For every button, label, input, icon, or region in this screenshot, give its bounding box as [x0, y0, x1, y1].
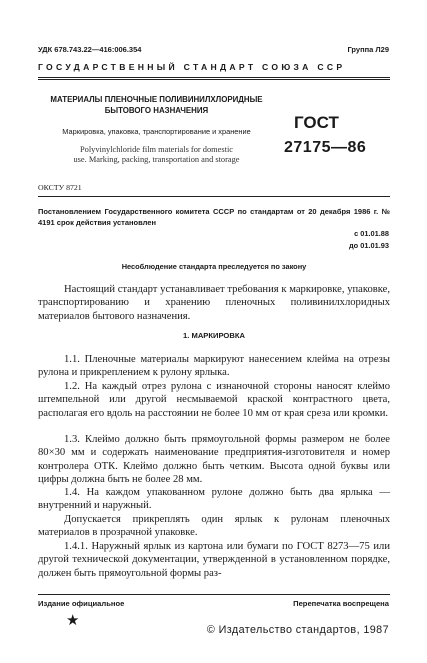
document-title — [38, 94, 275, 116]
copyright: © Издательство стандартов, 1987 — [206, 624, 389, 636]
paragraph-1-3: 1.3. Клеймо должно быть прямоугольной формы размером не более 80×30 мм и содержать наименование предприятия-изготовителя и номер контролера ОТК. Клеймо должно быть четким. Высота одной буквы или цифры должна быть не более 28 мм. — [38, 434, 390, 485]
english-title-line-2: use. Marking, packing, transportation and storage — [73, 155, 240, 164]
official-edition: Издание официальное — [38, 599, 125, 608]
paragraph-1-4-1: 1.4.1. Наружный ярлык из картона или бумаги по ГОСТ 8273—75 или другой технической документации, утвержденной в установленном порядке, должен быть прямоугольной формы раз- — [38, 541, 390, 579]
udk-code: УДК 678.743.22—416:006.354 — [38, 45, 142, 54]
paragraph-1-2: 1.2. На каждый отрез рулона с изнаночной стороны наносят клеймо штемпельной или другой несмываемой краской контрастного цвета, располагая его вдоль на расстоянии не более 10 мм от края среза или кромки. — [38, 381, 390, 419]
paragraph-1-1: 1.1. Пленочные материалы маркируют нанесением клейма на отрезы рулона и прикреплением к рулону ярлыка. — [38, 354, 390, 379]
valid-to: до 01.01.93 — [348, 241, 389, 250]
gost-number: 27175—86 — [284, 139, 367, 156]
footer-rule — [38, 594, 390, 595]
intro-paragraph: Настоящий стандарт устанавливает требования к маркировке, упаковке, транспортированию и хранению пленочных поливинилхлоридных материалов бытового назначения. — [38, 284, 390, 322]
gost-label: ГОСТ — [294, 113, 339, 132]
english-title — [38, 145, 275, 165]
section-1-heading: 1. МАРКИРОВКА — [183, 331, 245, 340]
document-subtitle: Маркировка, упаковка, транспортирование и хранение — [62, 127, 251, 136]
title-line-1: МАТЕРИАЛЫ ПЛЕНОЧНЫЕ ПОЛИВИНИЛХЛОРИДНЫЕ — [50, 95, 263, 104]
star-icon: ★ — [66, 613, 80, 629]
group-code: Группа Л29 — [347, 45, 389, 54]
header-rule — [38, 77, 390, 78]
paragraph-1-4-note: Допускается прикреплять один ярлык к рулонам пленочных материалов в прозрачной упаковке. — [38, 514, 390, 539]
reprint-notice: Перепечатка воспрещена — [293, 599, 389, 608]
standard-heading: ГОСУДАРСТВЕННЫЙ СТАНДАРТ СОЮЗА ССР — [38, 62, 346, 72]
english-title-line-1: Polyvinylchloride film materials for domestic — [79, 145, 234, 154]
okstu-rule — [38, 196, 390, 197]
okstu-code: ОКСТУ 8721 — [38, 183, 82, 192]
valid-from: с 01.01.88 — [354, 229, 389, 238]
paragraph-1-4: 1.4. На каждом упакованном рулоне должно быть два ярлыка — внутренний и наружный. — [38, 487, 390, 512]
header-rule-thin — [38, 79, 390, 80]
penalty-notice: Несоблюдение стандарта преследуется по закону — [121, 262, 307, 271]
title-line-2: БЫТОВОГО НАЗНАЧЕНИЯ — [104, 106, 209, 115]
decree-text: Постановлением Государственного комитета СССР по стандартам от 20 декабря 1986 г. № 4191 срок действия установлен — [38, 207, 390, 227]
